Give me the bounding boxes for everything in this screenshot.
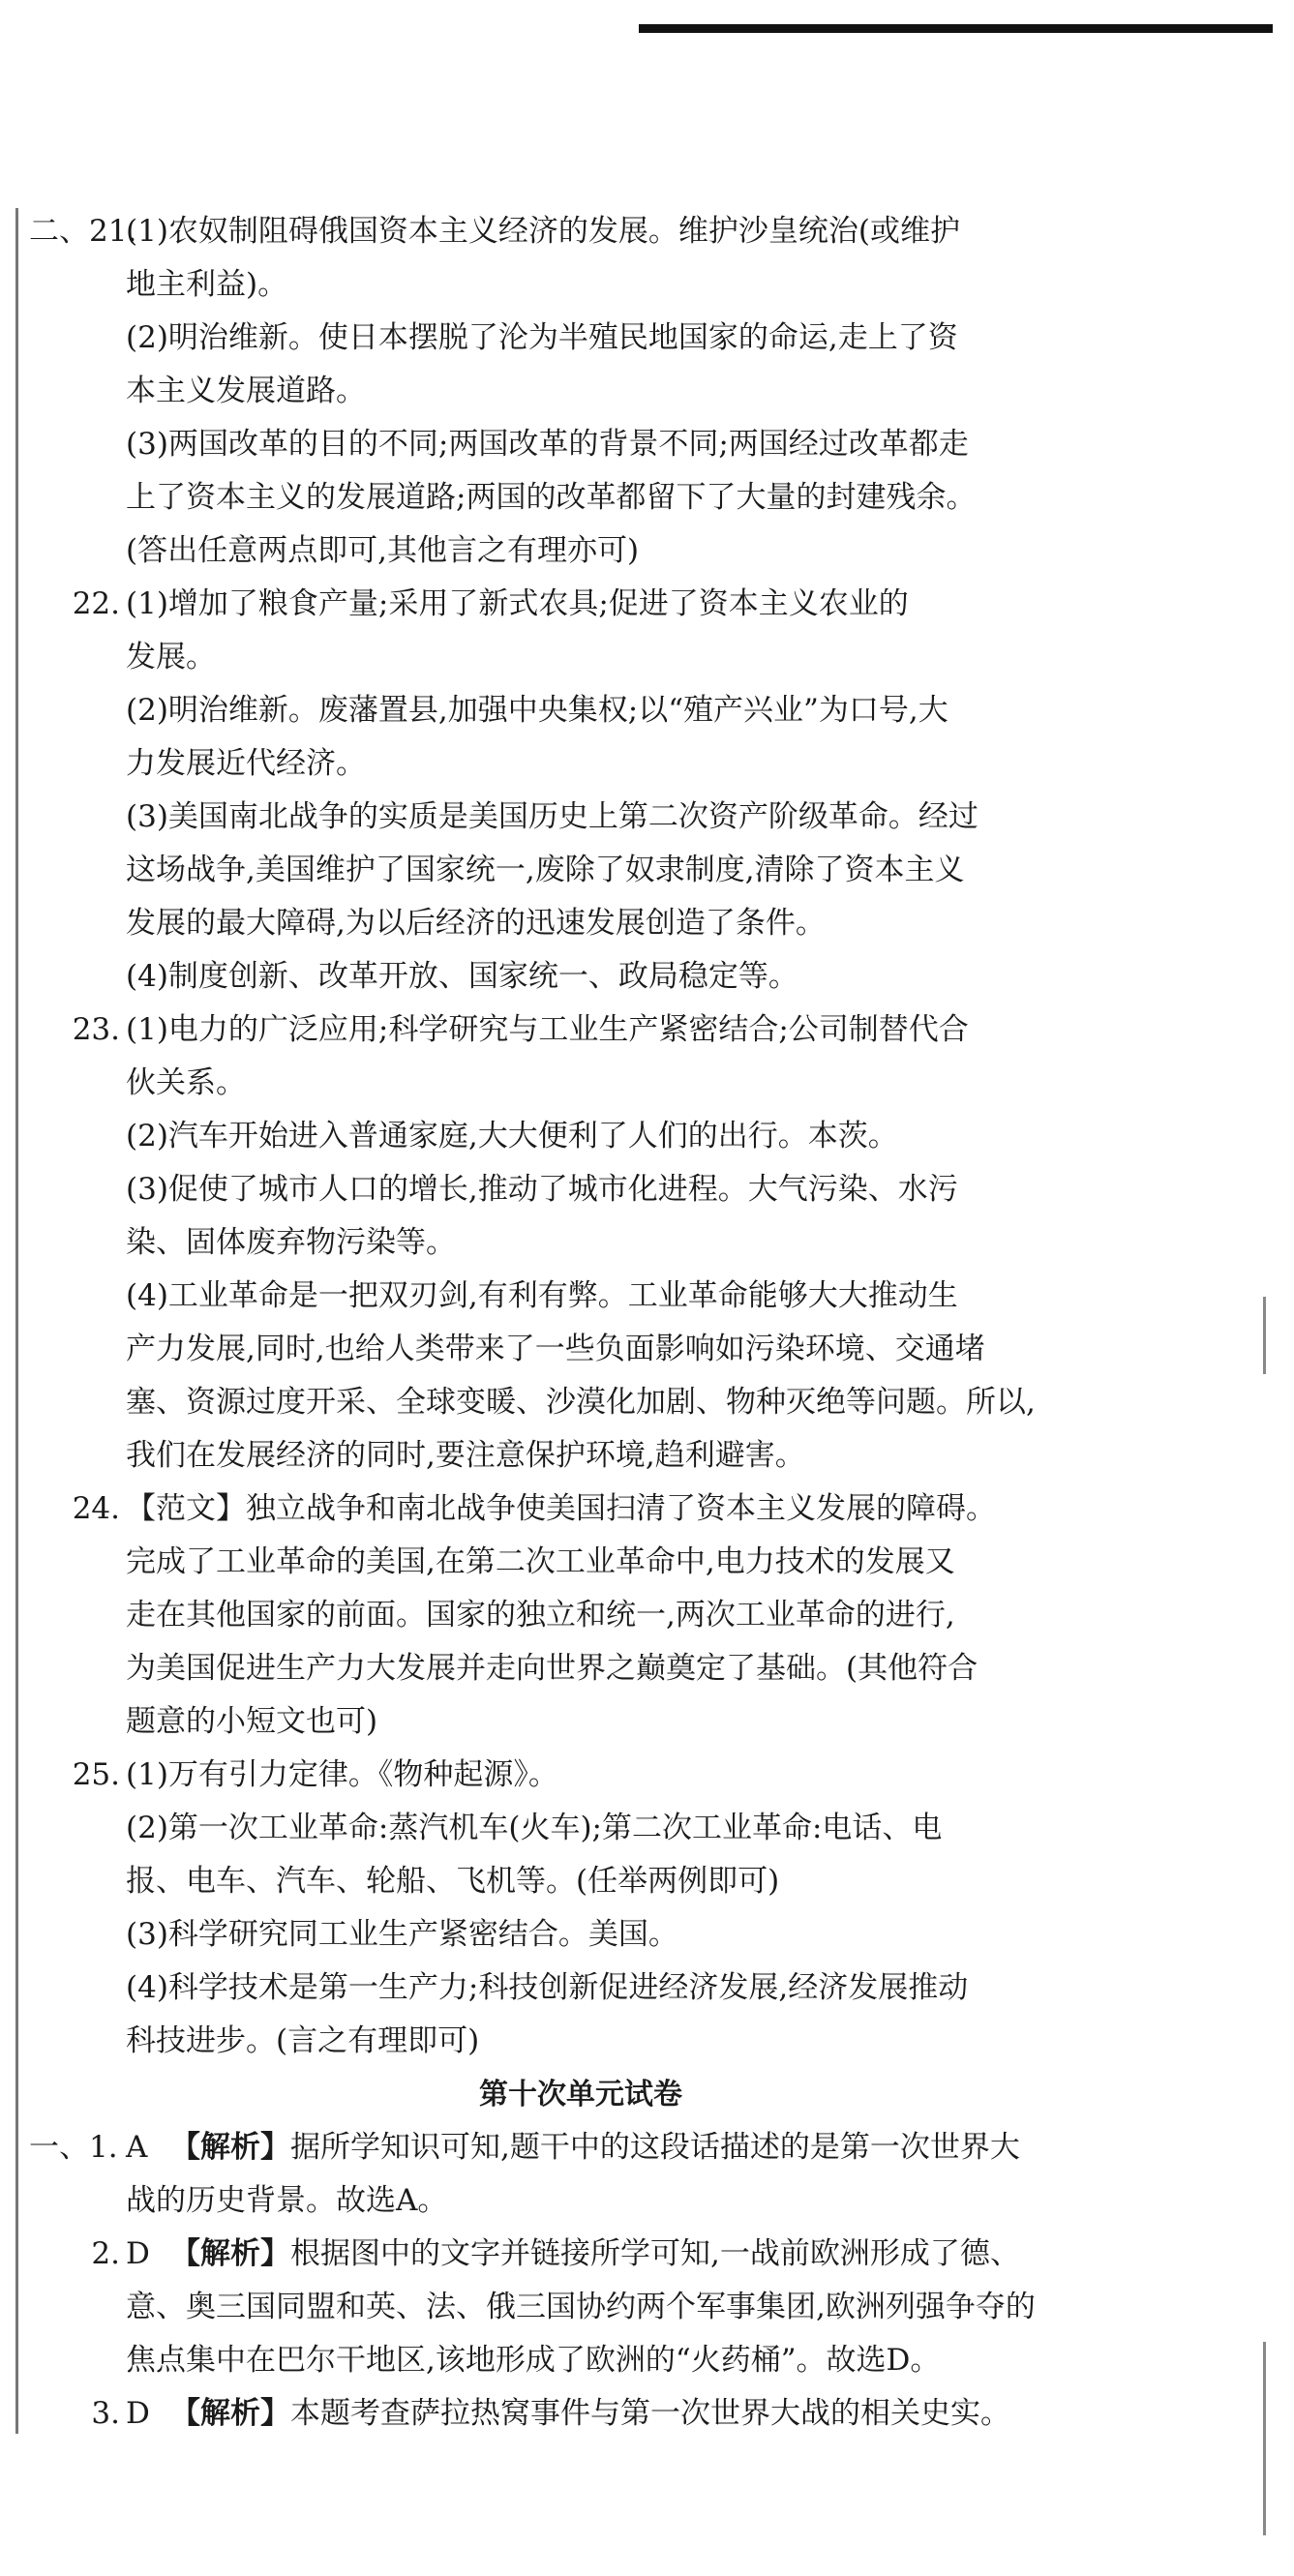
answer-line: 塞、资源过度开采、全球变暖、沙漠化加剧、物种灭绝等问题。所以, — [126, 1385, 1036, 1420]
question-23 — [29, 1003, 1074, 1483]
answer-line: (答出任意两点即可,其他言之有理亦可) — [126, 533, 640, 568]
answer-line: 完成了工业革命的美国,在第二次工业革命中,电力技术的发展又 — [126, 1544, 955, 1579]
answer-line: 为美国促进生产力大发展并走向世界之巅奠定了基础。(其他符合 — [126, 1651, 978, 1686]
question-3 — [29, 2387, 1074, 2441]
answer-line: (1)万有引力定律。《物种起源》。 — [126, 1757, 558, 1792]
answer-line: 这场战争,美国维护了国家统一,废除了奴隶制度,清除了资本主义 — [126, 853, 965, 887]
analysis-text: 根据图中的文字并链接所学可知,一战前欧洲形成了德、 — [290, 2236, 1020, 2271]
answer-line: 科技进步。(言之有理即可) — [126, 2023, 480, 2058]
answer-line: 染、固体废弃物污染等。 — [126, 1225, 456, 1260]
right-edge-mark — [1263, 1297, 1266, 1374]
answer-line: 【范文】独立战争和南北战争使美国扫清了资本主义发展的障碍。 — [126, 1491, 996, 1526]
answer-line: 题意的小短文也可) — [126, 1704, 378, 1739]
analysis-tag: 【解析】 — [170, 2396, 290, 2431]
question-2 — [29, 2228, 1074, 2387]
answer-line: 我们在发展经济的同时,要注意保护环境,趋利避害。 — [126, 1438, 805, 1473]
answer-line: (2)汽车开始进入普通家庭,大大便利了人们的出行。本茨。 — [126, 1119, 898, 1153]
answer-line: (2)第一次工业革命:蒸汽机车(火车);第二次工业革命:电话、电 — [126, 1811, 943, 1845]
answer-line: 上了资本主义的发展道路;两国的改革都留下了大量的封建残余。 — [126, 480, 977, 515]
answer-line: (2)明治维新。废藩置县,加强中央集权;以“殖产兴业”为口号,大 — [126, 693, 948, 728]
answer-line: 发展的最大障碍,为以后经济的迅速发展创造了条件。 — [126, 906, 826, 941]
analysis-line: 焦点集中在巴尔干地区,该地形成了欧洲的“火药桶”。故选D。 — [126, 2343, 941, 2378]
question-label: 2. — [91, 2236, 120, 2271]
answer-choice: A — [126, 2130, 148, 2165]
top-border-rule — [639, 24, 1273, 33]
question-21 — [29, 205, 1074, 578]
analysis-line: 意、奥三国同盟和英、法、俄三国协约两个军事集团,欧洲列强争夺的 — [126, 2290, 1036, 2324]
answer-line: 发展。 — [126, 640, 216, 674]
answer-line: (3)促使了城市人口的增长,推动了城市化进程。大气污染、水污 — [126, 1172, 958, 1207]
question-22 — [29, 578, 1074, 1003]
question-label: 25. — [72, 1757, 120, 1792]
analysis-text: 据所学知识可知,题干中的这段话描述的是第一次世界大 — [290, 2130, 1020, 2165]
answer-line: (3)两国改革的目的不同;两国改革的背景不同;两国经过改革都走 — [126, 427, 969, 462]
answer-line: (3)美国南北战争的实质是美国历史上第二次资产阶级革命。经过 — [126, 799, 978, 834]
question-label: 24. — [72, 1491, 120, 1526]
answer-choice: D — [126, 2396, 150, 2431]
question-25 — [29, 1749, 1074, 2068]
answer-line: (4)制度创新、改革开放、国家统一、政局稳定等。 — [126, 959, 798, 994]
answer-line: (1)增加了粮食产量;采用了新式农具;促进了资本主义农业的 — [126, 586, 909, 621]
right-edge-mark — [1263, 2342, 1266, 2535]
answer-line: (1)农奴制阻碍俄国资本主义经济的发展。维护沙皇统治(或维护 — [126, 214, 961, 249]
answer-choice: D — [126, 2236, 150, 2271]
answer-line: (1)电力的广泛应用;科学研究与工业生产紧密结合;公司制替代合 — [126, 1012, 969, 1047]
answer-line: (4)工业革命是一把双刃剑,有利有弊。工业革命能够大大推动生 — [126, 1278, 958, 1313]
answer-line: 地主利益)。 — [126, 267, 288, 302]
answer-key-page — [29, 205, 1074, 2441]
answer-line: 力发展近代经济。 — [126, 746, 366, 781]
left-margin-rule — [15, 208, 18, 2434]
analysis-tag: 【解析】 — [170, 2130, 290, 2165]
unit-title: 第十次单元试卷 — [479, 2078, 682, 2112]
question-24 — [29, 1483, 1074, 1749]
answer-line: 本主义发展道路。 — [126, 374, 366, 408]
question-label: 22. — [72, 586, 120, 621]
question-label: 3. — [91, 2396, 120, 2431]
question-1 — [29, 2121, 1074, 2228]
answer-line: 报、电车、汽车、轮船、飞机等。(任举两例即可) — [126, 1864, 780, 1899]
question-label: 二、21. — [29, 214, 137, 249]
answer-line: (2)明治维新。使日本摆脱了沦为半殖民地国家的命运,走上了资 — [126, 320, 958, 355]
answer-line: 产力发展,同时,也给人类带来了一些负面影响如污染环境、交通堵 — [126, 1332, 985, 1366]
answer-line: 伙关系。 — [126, 1065, 246, 1100]
question-label: 23. — [72, 1012, 120, 1047]
analysis-line: 战的历史背景。故选A。 — [126, 2183, 448, 2218]
answer-line: 走在其他国家的前面。国家的独立和统一,两次工业革命的进行, — [126, 1598, 955, 1632]
answer-line: (3)科学研究同工业生产紧密结合。美国。 — [126, 1917, 678, 1952]
answer-line: (4)科学技术是第一生产力;科技创新促进经济发展,经济发展推动 — [126, 1970, 969, 2005]
analysis-tag: 【解析】 — [170, 2236, 290, 2271]
question-label: 一、1. — [29, 2130, 118, 2165]
analysis-text: 本题考查萨拉热窝事件与第一次世界大战的相关史实。 — [290, 2396, 1010, 2431]
